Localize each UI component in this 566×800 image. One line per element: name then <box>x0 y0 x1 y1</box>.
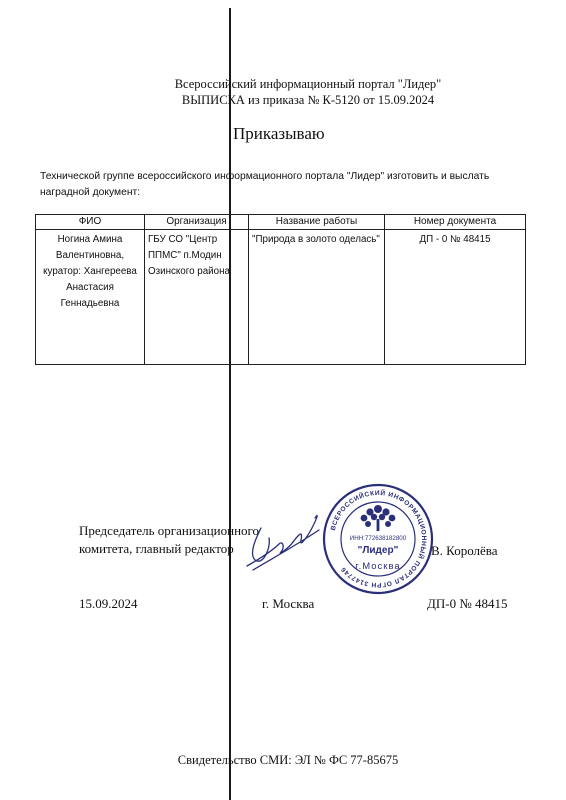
issue-city: г. Москва <box>262 596 315 611</box>
fio-line: куратор: Хангереева <box>43 266 137 277</box>
extract-title: ВЫПИСКА из приказа № К-5120 от 15.09.2024 <box>181 93 435 107</box>
org-line: ГБУ СО "Центр <box>148 234 218 245</box>
table-header-row <box>36 215 526 230</box>
column-header-work-title: Название работы <box>249 215 385 230</box>
cell-work-title: "Природа в золото оделась" <box>249 230 385 365</box>
svg-text:ВСЕРОССИЙСКИЙ ИНФОРМАЦИОННЫЙ П: ВСЕРОССИЙСКИЙ ИНФОРМАЦИОННЫЙ ПОРТАЛ ОГРН 3147746 <box>329 489 428 589</box>
column-header-organization: Организация <box>145 215 249 230</box>
issue-date: 15.09.2024 <box>79 596 138 611</box>
official-seal <box>322 483 434 595</box>
column-header-doc-number: Номер документа <box>385 215 526 230</box>
order-heading: Приказываю <box>233 124 325 143</box>
cell-doc-number: ДП - 0 № 48415 <box>385 230 526 365</box>
handwritten-signature <box>243 508 323 574</box>
order-body-text: Технической группе всероссийского информационного портала "Лидер" изготовить и выслать наградной документ: <box>40 171 490 198</box>
document-number: ДП-0 № 48415 <box>427 596 508 611</box>
chair-title-line: комитета, главный редактор <box>79 541 234 556</box>
svg-text:"Лидер": "Лидер" <box>357 545 399 556</box>
fold-line <box>229 8 231 800</box>
fio-line: Анастасия <box>66 282 114 293</box>
org-line: Озинского района <box>148 266 230 277</box>
svg-text:г.Москва: г.Москва <box>355 561 401 572</box>
chair-title-line: Председатель организационного <box>79 523 260 538</box>
cell-fio <box>36 230 145 365</box>
fio-line: Валентиновна, <box>55 250 125 261</box>
portal-title: Всероссийский информационный портал "Лидер" <box>174 77 442 91</box>
org-line: ППМС" п.Модин <box>148 250 222 261</box>
column-header-fio: ФИО <box>36 215 145 230</box>
media-certificate: Свидетельство СМИ: ЭЛ № ФС 77-85675 <box>177 753 399 767</box>
chair-title <box>79 522 259 558</box>
cell-organization <box>145 230 249 365</box>
table-row <box>36 230 526 365</box>
signer-name: В. Королёва <box>431 543 498 558</box>
fio-line: Ногина Амина <box>57 234 123 245</box>
svg-text:ИНН:772638182800: ИНН:772638182800 <box>349 535 407 542</box>
awards-table <box>35 214 526 365</box>
fio-line: Геннадьевна <box>60 298 120 309</box>
